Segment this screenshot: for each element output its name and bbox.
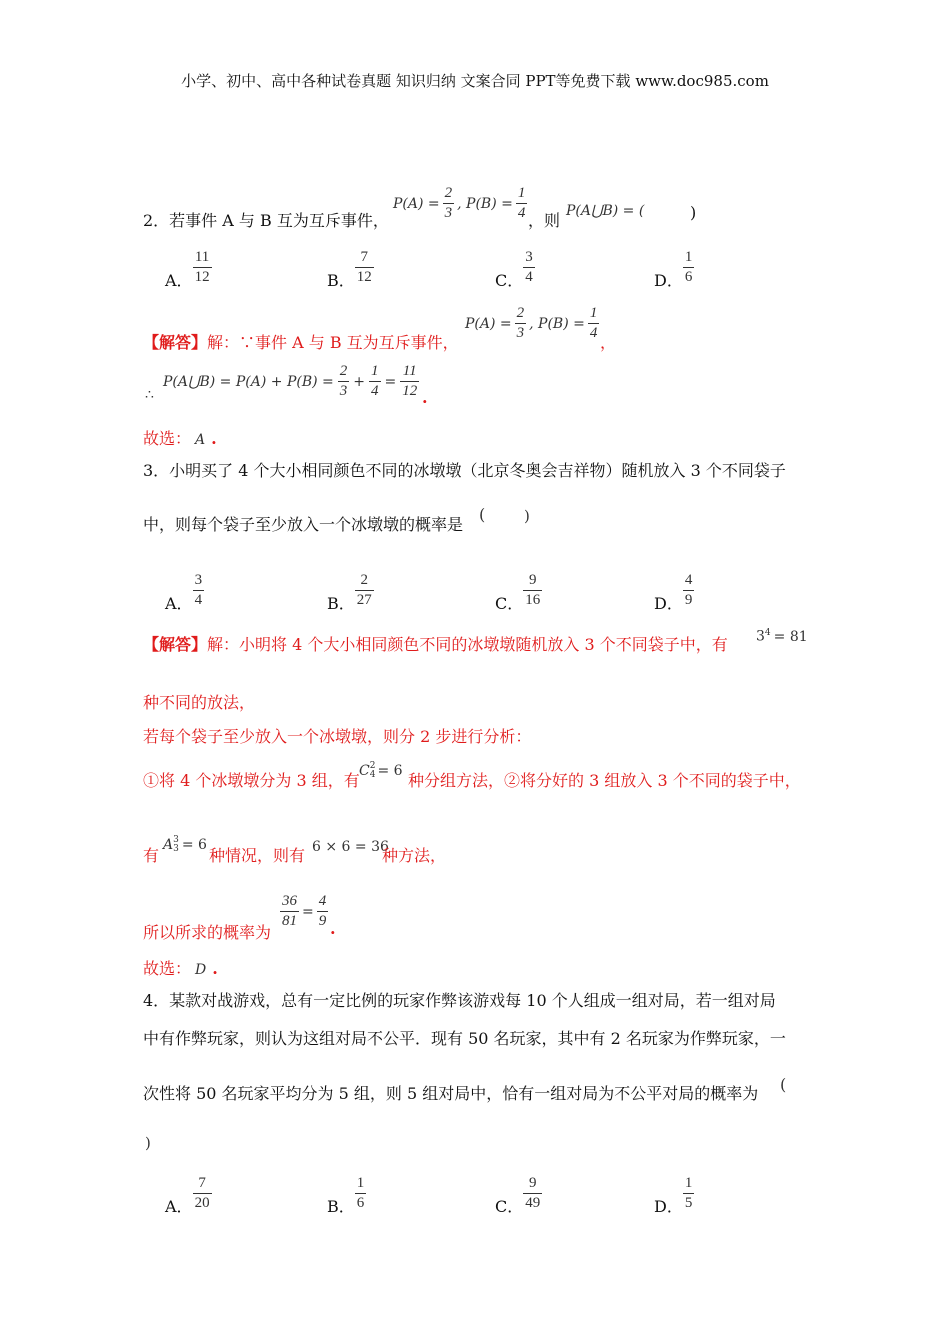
q3-answer-line4b: 种分组方法，②将分好的 3 组放入 3 个不同的袋子中， [408, 771, 801, 790]
q3-prob-frac1: $\frac{36}{81}$ [282, 893, 297, 929]
q3-paren-close: ) [524, 507, 530, 525]
q3-option-a-value: $\frac{3}{4}$ [194, 572, 203, 608]
q3-calc-end: . [330, 919, 336, 938]
q3-answer-line4a: ①将 4 个冰墩墩分为 3 组，有 [143, 771, 360, 790]
q2-calc-end: . [422, 388, 428, 407]
q2-answer-tag: 【解答】 [143, 333, 208, 352]
q2-given-frac1: $\frac{2}{3}$ [444, 185, 453, 221]
q3-option-a[interactable]: A． $\frac{3}{4}$ [165, 572, 203, 613]
q2-answer-line [143, 330, 459, 353]
q3-answer-line1: 【解答】解：小明将 4 个大小相同颜色不同的冰墩墩随机放入 3 个不同袋子中，有 [143, 635, 728, 654]
q2-calc-frac3: $\frac{11}{12}$ [402, 363, 418, 399]
q4-option-b-value: $\frac{1}{6}$ [356, 1175, 365, 1211]
q3-answer-line3: 若每个袋子至少放入一个冰墩墩，则分 2 步进行分析： [143, 727, 532, 746]
page-header: 小学、初中、高中各种试卷真题 知识归纳 文案合同 PPT等免费下载 www.doc985.com [181, 72, 769, 90]
q2-option-b-value: $\frac{7}{12}$ [356, 249, 372, 285]
q3-line1: 3．小明买了 4 个大小相同颜色不同的冰墩墩（北京冬奥会吉祥物）随机放入 3 个不同袋子 [143, 461, 786, 480]
q2-calc-frac1: $\frac{2}{3}$ [339, 363, 348, 399]
q3-option-b[interactable]: B． $\frac{2}{27}$ [327, 572, 372, 613]
q3-answer-tag: 【解答】 [143, 635, 208, 654]
q2-ask: P(A⋃B) = ( [566, 203, 645, 219]
q4-paren-open: ( [780, 1075, 787, 1094]
q3-choose: 故选： D . [143, 959, 218, 978]
q3-combination: C 2 4 = 6 [359, 761, 403, 780]
q2-choose: 故选： A . [143, 429, 217, 448]
q3-option-d[interactable]: D． $\frac{4}{9}$ [654, 572, 693, 613]
q2-option-c[interactable]: C． $\frac{3}{4}$ [495, 249, 533, 290]
q3-option-c-value: $\frac{9}{16}$ [525, 572, 541, 608]
q3-line2: 中，则每个袋子至少放入一个冰墩墩的概率是 [143, 515, 464, 534]
q3-option-d-value: $\frac{4}{9}$ [684, 572, 693, 608]
q2-given-p1: P(A) = [393, 195, 440, 212]
q4-option-b[interactable]: B． $\frac{1}{6}$ [327, 1175, 365, 1216]
q2-option-d-value: $\frac{1}{6}$ [684, 249, 693, 285]
q4-line2: 中有作弊玩家，则认为这组对局不公平．现有 50 名玩家，其中有 2 名玩家为作弊玩家，一 [143, 1029, 786, 1048]
q2-option-d[interactable]: D． $\frac{1}{6}$ [654, 249, 693, 290]
q2-answer-frac1: $\frac{2}{3}$ [516, 305, 525, 341]
q4-option-a[interactable]: A． $\frac{7}{20}$ [165, 1175, 210, 1216]
q4-option-c[interactable]: C． $\frac{9}{49}$ [495, 1175, 541, 1216]
q3-answer-line5b: 种情况，则有 [209, 846, 306, 865]
q2-option-a[interactable]: A． $\frac{11}{12}$ [165, 249, 210, 290]
q2-answer-frac2: $\frac{1}{4}$ [589, 305, 598, 341]
q4-paren-close: ) [145, 1134, 151, 1152]
q3-arrangement: A 3 3 = 6 [163, 835, 207, 854]
q2-then: ，则 [528, 211, 561, 230]
q4-option-d-value: $\frac{1}{5}$ [684, 1175, 693, 1211]
q4-option-d[interactable]: D． $\frac{1}{5}$ [654, 1175, 693, 1216]
q3-option-b-value: $\frac{2}{27}$ [356, 572, 372, 608]
q4-line1: 4．某款对战游戏，总有一定比例的玩家作弊该游戏每 10 个人组成一组对局，若一组对局 [143, 991, 776, 1010]
q3-answer-line6: 所以所求的概率为 [143, 923, 272, 942]
q3-answer-line5a: 有 [143, 846, 160, 865]
q2-option-a-value: $\frac{11}{12}$ [194, 249, 210, 285]
q3-answer-line2: 种不同的放法， [143, 693, 256, 712]
q2-answer-text: 解：∵事件 A 与 B 互为互斥事件， [207, 333, 459, 352]
q2-given-frac2: $\frac{1}{4}$ [517, 185, 526, 221]
q2-calc-frac2: $\frac{1}{4}$ [371, 363, 379, 399]
q2-option-b[interactable]: B． $\frac{7}{12}$ [327, 249, 372, 290]
q4-option-c-value: $\frac{9}{49}$ [525, 1175, 541, 1211]
q3-answer-line5c: 种方法， [382, 846, 447, 865]
q3-option-c[interactable]: C． $\frac{9}{16}$ [495, 572, 541, 613]
q2-choose-letter: A [195, 432, 206, 448]
q3-probability-calc: $\frac{36}{81}$ = $\frac{4}{9}$ [282, 893, 327, 929]
q3-paren-open: ( [479, 505, 486, 524]
q4-line3: 次性将 50 名玩家平均分为 5 组，则 5 组对局中，恰有一组对局为不公平对局的概率为 [143, 1084, 759, 1103]
q3-prob-frac2: $\frac{4}{9}$ [318, 893, 327, 929]
q2-answer-given: P(A) = $\frac{2}{3}$ , P(B) = $\frac{1}{4}$ [465, 305, 598, 341]
q3-multiplication: 6 × 6 = 36 [312, 839, 389, 855]
therefore-symbol: ∴ [145, 387, 154, 403]
q2-answer-comma: ， [600, 333, 617, 352]
q2-given-mid: , P(B) = [457, 195, 513, 212]
q4-option-a-value: $\frac{7}{20}$ [194, 1175, 210, 1211]
q3-choose-letter: D [195, 962, 207, 978]
q2-stem: 2．若事件 A 与 B 互为互斥事件， [143, 211, 389, 230]
q2-close-paren: ) [690, 203, 697, 222]
q2-option-c-value: $\frac{3}{4}$ [525, 249, 533, 285]
q2-calc: P(A⋃B) = P(A) + P(B) = $\frac{2}{3}$ + $\frac{1}{4}$ = $\frac{11}{12}$ [163, 363, 418, 399]
q3-power: $3^4 = 81$ [756, 628, 808, 645]
q2-given [393, 186, 527, 221]
